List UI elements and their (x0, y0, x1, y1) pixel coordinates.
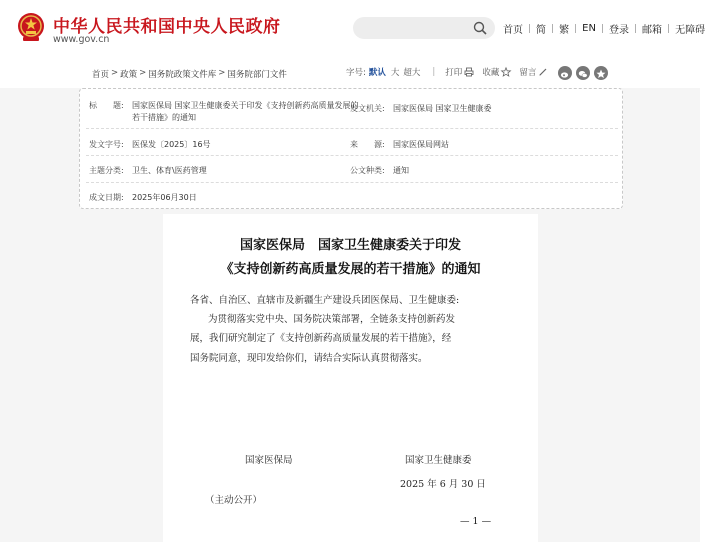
document-body-line: 为贯彻落实党中央、国务院决策部署，全链条支持创新药发 (208, 314, 456, 325)
comment-label: 留言 (519, 68, 537, 78)
breadcrumb-policy[interactable]: 政策 (120, 70, 138, 80)
document-metadata-table (79, 88, 623, 209)
title-value-line1: 国家医保局 国家卫生健康委关于印发《支持创新药高质量发展的 (132, 101, 359, 110)
nav-separator: | (528, 23, 532, 34)
star-icon (501, 67, 511, 77)
breadcrumb-arrow: > (139, 68, 147, 78)
signer-nhsa: 国家医保局 (245, 455, 293, 466)
pencil-icon (538, 67, 548, 77)
issuer-value: 国家医保局 国家卫生健康委 (393, 104, 492, 113)
printer-icon (464, 67, 474, 77)
document-date: 2025 年 6 月 30 日 (400, 479, 486, 490)
breadcrumb-department-docs[interactable]: 国务院部门文件 (227, 70, 287, 80)
nav-separator: | (667, 23, 671, 34)
weibo-icon[interactable] (558, 66, 572, 80)
site-header (0, 0, 705, 58)
doc-number-value: 医保发〔2025〕16号 (132, 140, 211, 149)
share-buttons (558, 66, 612, 80)
nav-separator: | (551, 23, 555, 34)
nav-home[interactable]: 首页 (503, 25, 523, 36)
favorite-label: 收藏 (482, 68, 500, 78)
qzone-icon[interactable] (594, 66, 608, 80)
title-value-line2: 若干措施》的通知 (132, 113, 196, 122)
font-size-large[interactable]: 大 (390, 68, 400, 78)
search-icon[interactable] (473, 21, 487, 35)
favorite-button[interactable] (482, 66, 511, 78)
site-title[interactable]: 中华人民共和国中央人民政府 (53, 17, 281, 37)
category-label: 主题分类: (89, 166, 124, 175)
print-label: 打印 (445, 68, 463, 78)
font-size-xlarge[interactable]: 超大 (403, 68, 421, 78)
row-divider (86, 128, 618, 129)
row-divider (86, 182, 618, 183)
nav-separator: | (634, 23, 638, 34)
date-label: 成文日期: (89, 193, 124, 202)
wechat-icon[interactable] (576, 66, 590, 80)
print-button[interactable] (445, 66, 474, 78)
issuer-label: 发文机关: (350, 104, 385, 113)
article-tools (346, 66, 556, 78)
doc-type-label: 公文种类: (350, 166, 385, 175)
document-title-line2: 《支持创新药高质量发展的若干措施》的通知 (220, 262, 481, 277)
font-size-label: 字号: (346, 68, 366, 78)
disclosure-note: （主动公开） (205, 495, 263, 506)
signer-nhc: 国家卫生健康委 (405, 455, 472, 466)
nav-accessibility[interactable]: 无障碍 (675, 25, 705, 36)
source-value: 国家医保局网站 (393, 140, 449, 149)
breadcrumb-arrow: > (111, 68, 119, 78)
breadcrumb (92, 68, 287, 80)
document-title-line1: 国家医保局 国家卫生健康委关于印发 (239, 238, 461, 253)
breadcrumb-arrow: > (218, 68, 226, 78)
font-size-default[interactable]: 默认 (368, 68, 386, 78)
nav-mail[interactable]: 邮箱 (642, 25, 663, 36)
category-value: 卫生、体育\医药管理 (132, 166, 207, 175)
nav-english[interactable]: EN (582, 23, 596, 34)
nav-simplified[interactable]: 简 (536, 25, 547, 36)
nav-separator: | (574, 23, 578, 34)
breadcrumb-home[interactable]: 首页 (92, 70, 110, 80)
search-input[interactable] (353, 17, 495, 39)
breadcrumb-policy-library[interactable]: 国务院政策文件库 (148, 70, 217, 80)
national-emblem-icon[interactable] (17, 12, 45, 42)
top-nav (503, 21, 705, 36)
document-salutation: 各省、自治区、直辖市及新疆生产建设兵团医保局、卫生健康委: (190, 295, 460, 306)
row-divider (86, 155, 618, 156)
site-url: www.gov.cn (53, 34, 110, 45)
source-label: 来 源: (350, 140, 385, 149)
doc-type-value: 通知 (393, 166, 409, 175)
document-page (163, 214, 538, 542)
nav-login[interactable]: 登录 (609, 25, 629, 36)
comment-button[interactable] (519, 66, 548, 78)
document-body-line: 展，我们研究制定了《支持创新药高质量发展的若干措施》，经 (190, 333, 452, 344)
nav-traditional[interactable]: 繁 (559, 25, 570, 36)
nav-separator: | (600, 23, 604, 34)
date-value: 2025年06月30日 (132, 193, 197, 202)
title-label: 标 题: (89, 101, 124, 110)
document-body-line: 国务院同意，现印发给你们，请结合实际认真贯彻落实。 (190, 353, 428, 364)
tools-divider: | (432, 67, 436, 77)
doc-number-label: 发文字号: (89, 140, 124, 149)
page-number: — 1 — (460, 516, 492, 527)
